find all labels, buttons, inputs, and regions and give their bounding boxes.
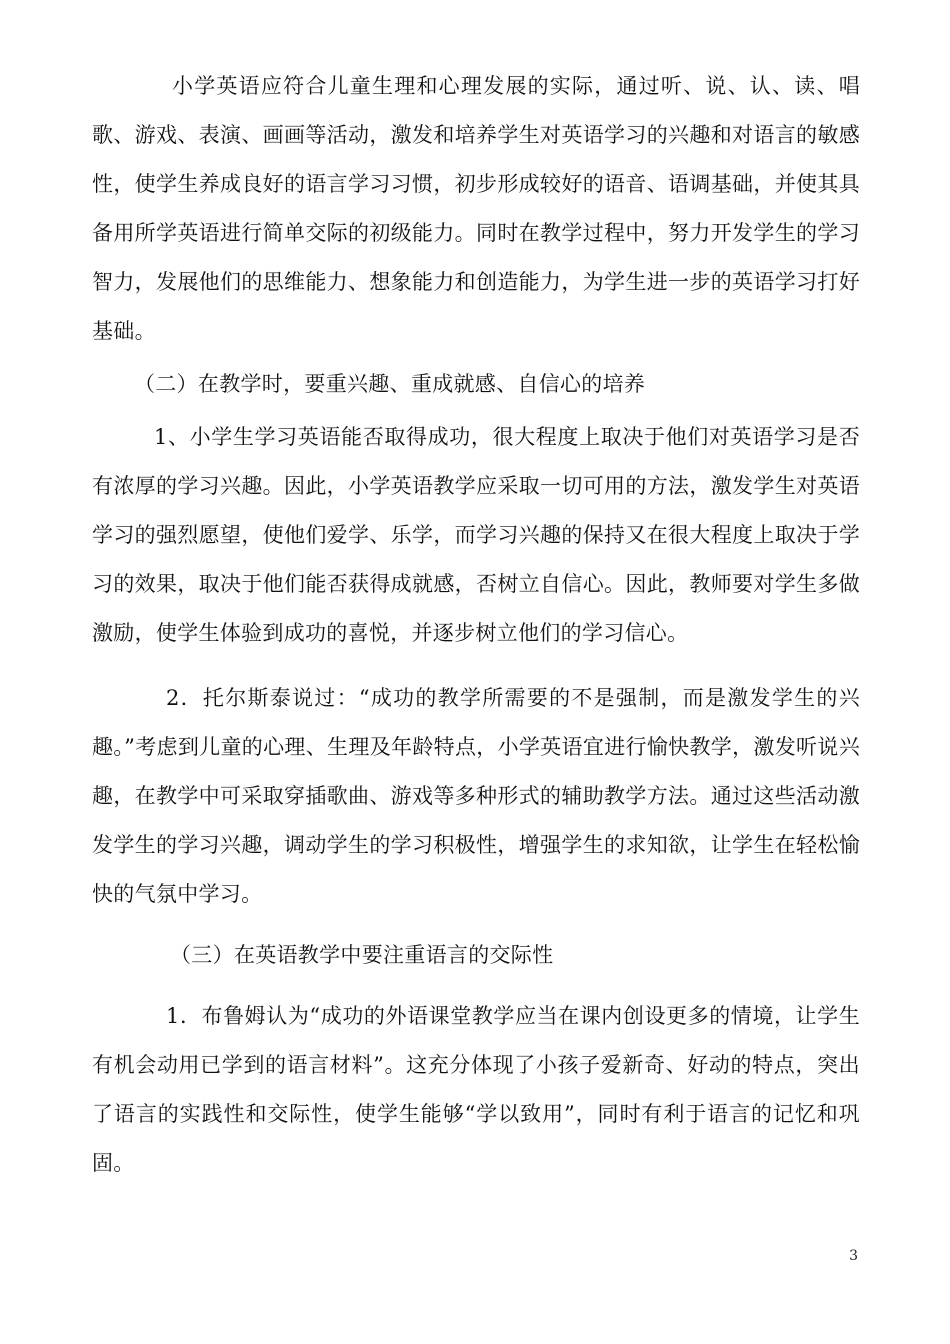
paragraph-item-1: 1、小学生学习英语能否取得成功，很大程度上取决于他们对英语学习是否有浓厚的学习兴趣。因此，小学英语教学应采取一切可用的方法，激发学生对英语学习的强烈愿望，使他们爱学、乐学，而学习兴趣的保持又在很大程度上取决于学习的效果，取决于他们能否获得成就感，否树立自信心。因此，教师要对学生多做激励，使学生体验到成功的喜悦，并逐步树立他们的学习信心。 xyxy=(92,425,860,645)
paragraph-intro: 小学英语应符合儿童生理和心理发展的实际，通过听、说、认、读、唱歌、游戏、表演、画画等活动，激发和培养学生对英语学习的兴趣和对语言的敏感性，使学生养成良好的语言学习习惯，初步形成较好的语音、语调基础，并使其具备用所学英语进行简单交际的初级能力。同时在教学过程中，努力开发学生的学习智力，发展他们的思维能力、想象能力和创造能力，为学生进一步的英语学习打好基础。 xyxy=(92,74,860,343)
paragraph-item-2: 2．托尔斯泰说过：“成功的教学所需要的不是强制，而是激发学生的兴趣。”考虑到儿童的心理、生理及年龄特点，小学英语宜进行愉快教学，激发听说兴趣，在教学中可采取穿插歌曲、游戏等多种形式的辅助教学方法。通过这些活动激发学生的学习兴趣，调动学生的学习积极性，增强学生的求知欲，让学生在轻松愉快的气氛中学习。 xyxy=(92,686,860,906)
page-number: 3 xyxy=(849,1248,858,1264)
paragraph-item-3: 1．布鲁姆认为“成功的外语课堂教学应当在课内创设更多的情境，让学生有机会动用已学到的语言材料”。这充分体现了小孩子爱新奇、好动的特点，突出了语言的实践性和交际性，使学生能够“学以致用”，同时有利于语言的记忆和巩固。 xyxy=(92,1004,860,1175)
document-body xyxy=(92,62,860,1188)
section-heading-3: （三）在英语教学中要注重语言的交际性 xyxy=(170,943,554,967)
section-heading-2: （二）在教学时，要重兴趣、重成就感、自信心的培养 xyxy=(134,372,646,396)
